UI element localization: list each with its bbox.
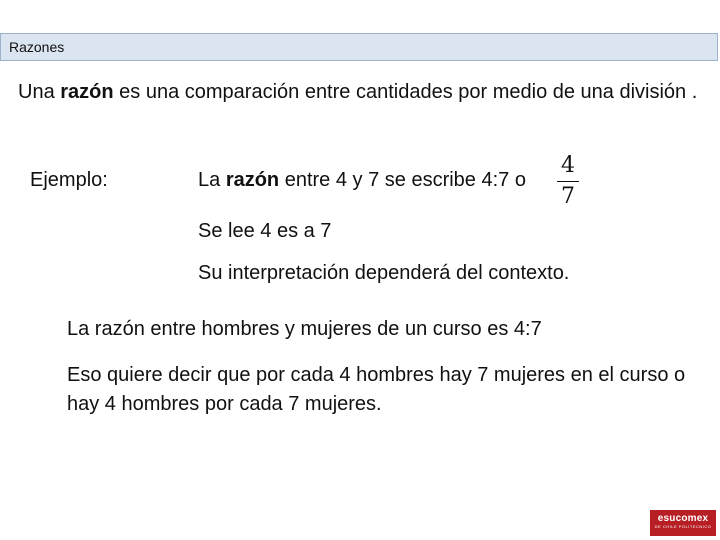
application-explanation: Eso quiere decir que por cada 4 hombres hay 7 mujeres en el curso o hay 4 hombres por cada 7 mujeres. <box>67 364 686 415</box>
example-line-notation-end: entre 4 y 7 se escribe 4:7 o <box>279 169 526 191</box>
example-keyword: razón <box>225 169 280 191</box>
fraction-numerator: 4 <box>561 153 575 178</box>
fraction-bar <box>557 181 579 182</box>
logo-name: esucomex <box>657 513 709 524</box>
example-line-notation <box>198 169 526 192</box>
example-label: Ejemplo: <box>30 169 108 191</box>
definition-keyword: razón <box>60 81 114 103</box>
example-line-interpretation: Su interpretación dependerá del contexto. <box>198 262 570 284</box>
definition-text-start: Una <box>18 81 61 103</box>
slide-title: Razones <box>9 39 65 55</box>
esucomex-logo <box>650 510 716 536</box>
logo-tagline: DE CHILE POLITECNICO <box>654 524 712 529</box>
definition-text-end: es una comparación entre cantidades por medio de una división . <box>113 81 698 103</box>
fraction-denominator: 7 <box>561 184 575 209</box>
title-bar <box>0 33 718 61</box>
example-line-notation-start: La <box>198 169 226 191</box>
application-statement: La razón entre hombres y mujeres de un curso es 4:7 <box>67 318 542 340</box>
fraction-4-over-7 <box>555 154 581 209</box>
example-line-reading: Se lee 4 es a 7 <box>198 220 332 242</box>
definition-paragraph <box>18 78 698 107</box>
